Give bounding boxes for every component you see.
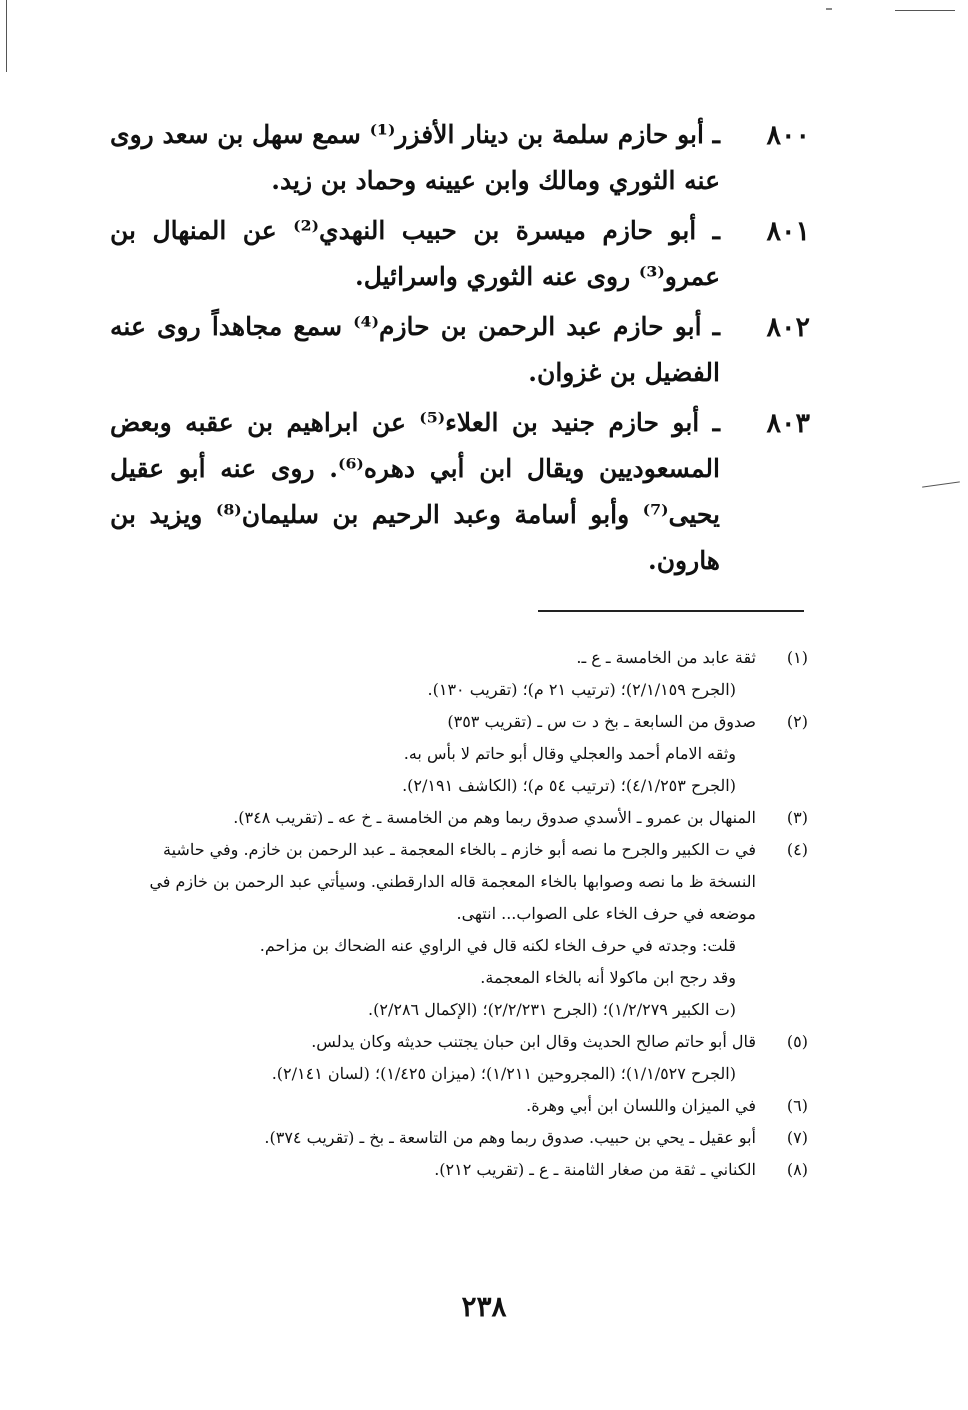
footnote-line: في الميزان واللسان ابن أبي وهرة. bbox=[526, 1096, 756, 1115]
entry-802 bbox=[110, 304, 810, 396]
footnote-4 bbox=[108, 834, 808, 1026]
footnote-line: قلت: وجدته في حرف الخاء لكنه قال في الراوي عنه الضحاك بن مزاحم. bbox=[259, 936, 736, 955]
top-right-mark bbox=[895, 10, 955, 11]
footnote-line: المنهال بن عمرو ـ الأسدي صدوق ربما وهم من الخامسة ـ خ عه ـ (تقريب ٣٤٨). bbox=[233, 808, 756, 827]
footnote-line: الكناني ـ ثقة من صغار الثامنة ـ ع ـ (تقريب ٢١٢). bbox=[434, 1160, 756, 1179]
footnote-body bbox=[108, 1090, 756, 1122]
footnote-7 bbox=[108, 1122, 808, 1154]
entry-803 bbox=[110, 400, 810, 584]
entry-text: ـ أبو حازم عبد الرحمن بن حازم⁽⁴⁾ سمع مجاهداً روى عنه الفضيل بن غزوان. bbox=[110, 312, 720, 387]
footnote-line: في ت الكبير والجرح ما نصه أبو خازم ـ بالخاء المعجمة ـ عبد الرحمن بن خازم. وفي حاشية bbox=[163, 840, 756, 859]
top-speck bbox=[826, 8, 832, 10]
footnote-5 bbox=[108, 1026, 808, 1090]
entry-number: ٨٠٣ bbox=[766, 408, 810, 439]
entry-text: ـ أبو حازم ميسرة بن حبيب النهدي⁽²⁾ عن المنهال بن عمرو⁽³⁾ روى عنه الثوري واسرائيل. bbox=[110, 216, 721, 291]
footnote-number: (٤) bbox=[786, 840, 808, 859]
footnote-body bbox=[108, 1154, 756, 1186]
entry-text: ـ أبو حازم جنيد بن العلاء⁽⁵⁾ عن ابراهيم بن عقبه وبعض المسعوديين ويقال ابن أبي دهره⁽⁶⁾. روى عنه أبو عقيل يحيى⁽⁷⁾ وأبو أسامة وعبد الرحيم بن سليمان⁽⁸⁾ ويزيد بن هارون. bbox=[110, 408, 720, 575]
entry-text: ـ أبو حازم سلمة بن دينار الأفزر⁽¹⁾ سمع سهل بن سعد روى عنه الثوري ومالك وابن عيينه وحماد بن زيد. bbox=[110, 120, 720, 195]
footnote-body bbox=[108, 706, 756, 802]
footnote-8 bbox=[108, 1154, 808, 1186]
entry-number: ٨٠٠ bbox=[766, 120, 810, 151]
entry-number: ٨٠١ bbox=[766, 216, 810, 247]
footnote-1 bbox=[108, 642, 808, 706]
footnote-body bbox=[108, 1122, 756, 1154]
footnote-line: قال أبو حاتم صالح الحديث وقال ابن حبان يجتنب حديثه وكان يدلس. bbox=[311, 1032, 756, 1051]
footnotes-list bbox=[108, 642, 808, 1186]
footnote-line: وقد رجح ابن ماكولا أنه بالخاء المعجمة. bbox=[480, 968, 736, 987]
footnote-line: موضعه في حرف الخاء على الصواب... انتهى. bbox=[456, 904, 756, 923]
footnote-number: (٧) bbox=[786, 1128, 808, 1147]
footnote-body bbox=[108, 802, 756, 834]
footnote-line: ثقة عابد من الخامسة ـ ع ـ. bbox=[576, 648, 756, 667]
footnote-number: (١) bbox=[786, 648, 808, 667]
footnote-line: وثقه الامام أحمد والعجلي وقال أبو حاتم لا بأس به. bbox=[403, 744, 736, 763]
footnote-line: (الجرح ١/١/٥٢٧)؛ (المجروحين ١/٢١١)؛ (ميزان ١/٤٢٥)؛ (لسان ٢/١٤١). bbox=[271, 1064, 736, 1083]
footnote-number: (٢) bbox=[786, 712, 808, 731]
footnote-body bbox=[108, 1026, 756, 1090]
footnote-line: صدوق من السابعة ـ بخ د ت س ـ (تقريب ٣٥٣) bbox=[447, 712, 756, 731]
stray-pen-stroke bbox=[922, 481, 960, 487]
footnote-body bbox=[108, 642, 756, 706]
footnote-number: (٥) bbox=[786, 1032, 808, 1051]
footnote-line: (الجرح ٢/١/١٥٩)؛ (ترتيب ٢١ م)؛ (تقريب ١٣٠). bbox=[427, 680, 736, 699]
footnote-number: (٦) bbox=[786, 1096, 808, 1115]
footnote-number: (٨) bbox=[786, 1160, 808, 1179]
footnote-separator bbox=[538, 610, 804, 612]
footnote-body bbox=[108, 834, 756, 1026]
footnote-line: أبو عقيل ـ يحي بن حبيب. صدوق ربما وهم من التاسعة ـ بخ ـ (تقريب ٣٧٤). bbox=[264, 1128, 756, 1147]
footnote-3 bbox=[108, 802, 808, 834]
footnote-2 bbox=[108, 706, 808, 802]
footnote-line: (ت الكبير ١/٢/٢٧٩)؛ (الجرح ٢/٢/٢٣١)؛ (الإكمال ٢/٢٨٦). bbox=[368, 1000, 736, 1019]
page-number: ٢٣٨ bbox=[461, 1290, 507, 1323]
footnote-6 bbox=[108, 1090, 808, 1122]
entry-800 bbox=[110, 112, 810, 204]
footnote-line: النسخة ظ ما نصه وصوابها بالخاء المعجمة قاله الدارقطني. وسيأتي عبد الرحمن بن خازم في bbox=[149, 872, 756, 891]
entry-number: ٨٠٢ bbox=[766, 312, 810, 343]
footnote-number: (٣) bbox=[786, 808, 808, 827]
entry-801 bbox=[110, 208, 810, 300]
entries-list bbox=[110, 112, 810, 588]
left-margin-line bbox=[6, 0, 7, 72]
footnote-line: (الجرح ٤/١/٢٥٣)؛ (ترتيب ٥٤ م)؛ (الكاشف ٢/١٩١). bbox=[402, 776, 736, 795]
